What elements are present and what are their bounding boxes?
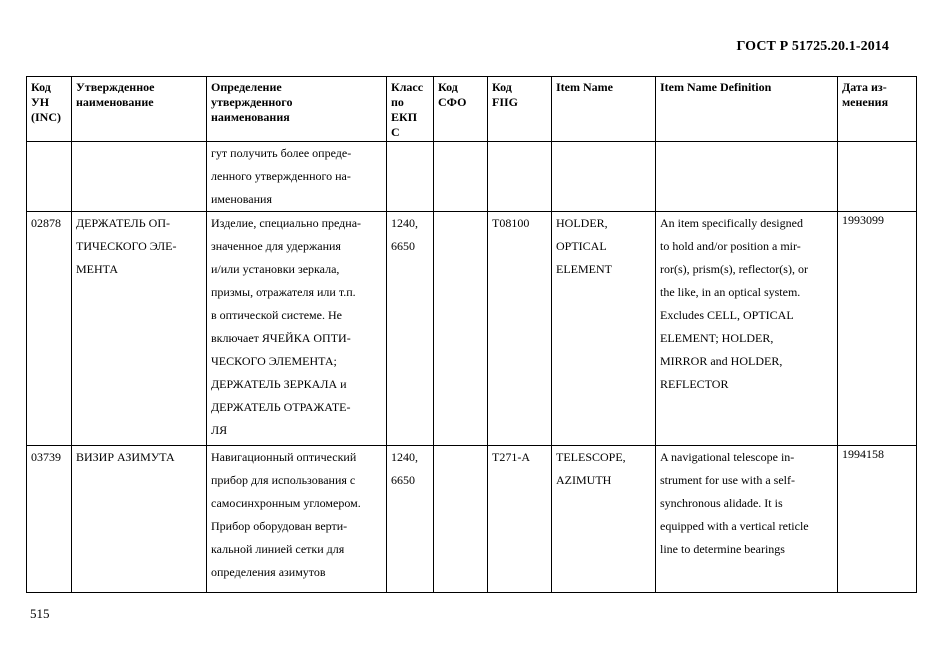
text-line: HOLDER, (556, 216, 608, 230)
cell-date: 1993099 (838, 212, 917, 446)
cell-item-name (552, 142, 656, 212)
text-line: A navigational telescope in- (660, 450, 795, 464)
column-header-inc (27, 77, 72, 142)
text-line: An item specifically designed (660, 216, 803, 230)
text-line: включает ЯЧЕЙКА ОПТИ- (211, 331, 351, 345)
cell-fiig: T271-A (488, 446, 552, 593)
table-row (27, 446, 917, 593)
text-line: ТИЧЕСКОГО ЭЛЕ- (76, 239, 177, 253)
text-line: кальной линией сетки для (211, 542, 345, 556)
text-line: Код (438, 80, 458, 94)
text-line: FIIG (492, 95, 519, 109)
column-header-item-name (552, 77, 656, 142)
text-line: Прибор оборудован верти- (211, 519, 348, 533)
cell-definition (207, 446, 387, 593)
text-line: ДЕРЖАТЕЛЬ ЗЕРКАЛА и (211, 377, 347, 391)
text-line: ЧЕСКОГО ЭЛЕМЕНТА; (211, 354, 337, 368)
column-header-date (838, 77, 917, 142)
text-line: С (391, 125, 400, 139)
text-line: наименование (76, 95, 154, 109)
cell-sfo (434, 212, 488, 446)
text-line: Excludes CELL, OPTICAL (660, 308, 794, 322)
cell-item-definition (656, 212, 838, 446)
text-line: OPTICAL (556, 239, 607, 253)
text-line: именования (211, 192, 272, 206)
text-line: призмы, отражателя или т.п. (211, 285, 356, 299)
text-line: Item Name (556, 80, 613, 94)
text-line: ELEMENT (556, 262, 612, 276)
cell-item-definition (656, 446, 838, 593)
column-header-name (72, 77, 207, 142)
text-line: equipped with a vertical reticle (660, 519, 809, 533)
text-line: ЕКП (391, 110, 418, 124)
cell-item-definition (656, 142, 838, 212)
table-row-continuation (27, 142, 917, 212)
cell-fiig (488, 142, 552, 212)
document-header: ГОСТ Р 51725.20.1-2014 (736, 39, 889, 54)
text-line: 1240, (391, 450, 418, 464)
page-number: 515 (30, 606, 50, 621)
table-header-row (27, 77, 917, 142)
cell-class (387, 142, 434, 212)
text-line: и/или установки зеркала, (211, 262, 340, 276)
column-header-fiig (488, 77, 552, 142)
text-line: гут получить более опреде- (211, 146, 352, 160)
cell-class (387, 446, 434, 593)
classification-table (26, 76, 917, 593)
cell-item-name (552, 212, 656, 446)
text-line: Утвержденное (76, 80, 155, 94)
cell-class (387, 212, 434, 446)
text-line: УН (31, 95, 50, 109)
text-line: по (391, 95, 404, 109)
text-line: TELESCOPE, (556, 450, 626, 464)
text-line: line to determine bearings (660, 542, 785, 556)
column-header-sfo (434, 77, 488, 142)
column-header-item-definition (656, 77, 838, 142)
text-line: утвержденного (211, 95, 293, 109)
cell-fiig: T08100 (488, 212, 552, 446)
cell-inc: 03739 (27, 446, 72, 593)
cell-name (72, 142, 207, 212)
text-line: to hold and/or position a mir- (660, 239, 801, 253)
text-line: менения (842, 95, 889, 109)
column-header-definition (207, 77, 387, 142)
text-line: AZIMUTH (556, 473, 612, 487)
cell-name (72, 446, 207, 593)
text-line: самосинхронным угломером. (211, 496, 361, 510)
cell-date (838, 142, 917, 212)
cell-inc: 02878 (27, 212, 72, 446)
text-line: 1240, (391, 216, 418, 230)
text-line: MIRROR and HOLDER, (660, 354, 783, 368)
text-line: 6650 (391, 473, 415, 487)
text-line: ELEMENT; HOLDER, (660, 331, 774, 345)
cell-definition (207, 212, 387, 446)
text-line: Навигационный оптический (211, 450, 357, 464)
cell-item-name (552, 446, 656, 593)
text-line: the like, in an optical system. (660, 285, 801, 299)
text-line: ДЕРЖАТЕЛЬ ОП- (76, 216, 170, 230)
text-line: Класс (391, 80, 424, 94)
text-line: прибор для использования с (211, 473, 356, 487)
text-line: в оптической системе. Не (211, 308, 342, 322)
cell-sfo (434, 446, 488, 593)
cell-sfo (434, 142, 488, 212)
text-line: (INC) (31, 110, 61, 124)
text-line: ленного утвержденного на- (211, 169, 351, 183)
text-line: Код (492, 80, 512, 94)
cell-definition (207, 142, 387, 212)
text-line: СФО (438, 95, 467, 109)
cell-date: 1994158 (838, 446, 917, 593)
column-header-class (387, 77, 434, 142)
text-line: МЕНТА (76, 262, 119, 276)
text-line: ДЕРЖАТЕЛЬ ОТРАЖАТЕ- (211, 400, 351, 414)
text-line: strument for use with a self- (660, 473, 795, 487)
text-line: Изделие, специально предна- (211, 216, 362, 230)
text-line: 6650 (391, 239, 415, 253)
text-line: наименования (211, 110, 290, 124)
text-line: REFLECTOR (660, 377, 729, 391)
text-line: определения азимутов (211, 565, 326, 579)
text-line: значенное для удержания (211, 239, 341, 253)
text-line: ВИЗИР АЗИМУТА (76, 450, 175, 464)
text-line: Item Name Definition (660, 80, 772, 94)
text-line: ЛЯ (211, 423, 228, 437)
text-line: synchronous alidade. It is (660, 496, 783, 510)
text-line: ror(s), prism(s), reflector(s), or (660, 262, 808, 276)
text-line: Дата из- (842, 80, 887, 94)
cell-name (72, 212, 207, 446)
text-line: Код (31, 80, 51, 94)
table-row (27, 212, 917, 446)
cell-inc (27, 142, 72, 212)
text-line: Определение (211, 80, 282, 94)
